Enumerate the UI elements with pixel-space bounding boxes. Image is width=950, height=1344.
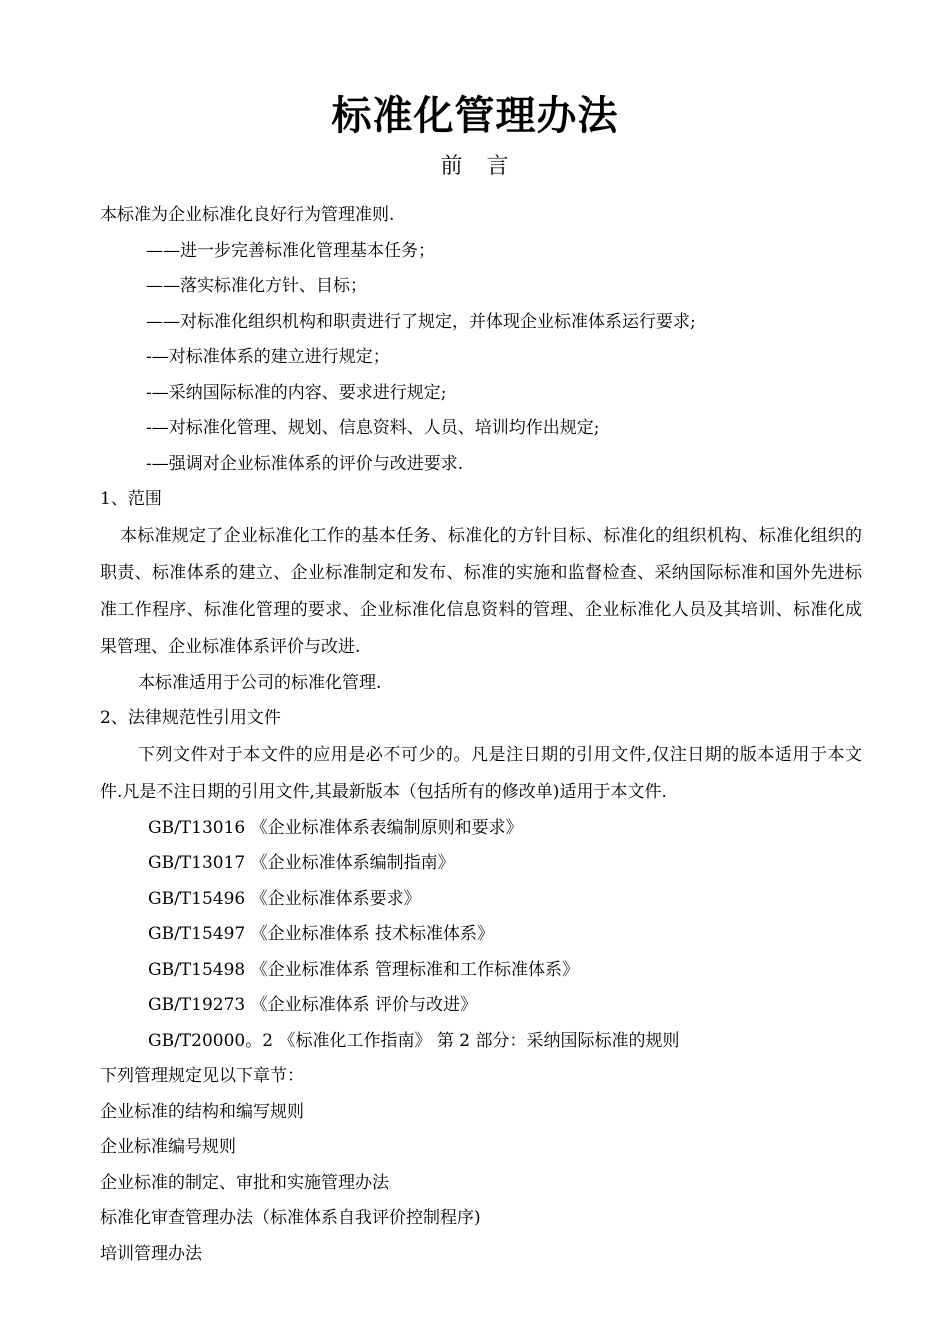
preface-bullet: -—对标准化管理、规划、信息资料、人员、培训均作出规定; bbox=[146, 418, 600, 438]
preface-bullet: ——进一步完善标准化管理基本任务； bbox=[146, 240, 435, 261]
reference-item: GB/T15497 《企业标准体系 技术标准体系》 bbox=[148, 924, 495, 944]
document-body bbox=[100, 198, 862, 1272]
chapter-item: 标准化审查管理办法（标准体系自我评价控制程序) bbox=[100, 1208, 481, 1228]
preface-heading: 前 言 bbox=[440, 154, 510, 179]
preface-bullet: ——落实标准化方针、目标； bbox=[146, 276, 367, 296]
preface-bullet: -—对标准体系的建立进行规定； bbox=[146, 347, 390, 367]
section-heading-scope: 1、范围 bbox=[100, 489, 162, 509]
preface-bullet: -—强调对企业标准体系的评价与改进要求. bbox=[146, 453, 464, 474]
document-title: 标准化管理办法 bbox=[331, 92, 619, 139]
chapter-item: 企业标准的结构和编写规则 bbox=[100, 1101, 304, 1122]
references-paragraph: 下列文件对于本文件的应用是必不可少的。凡是注日期的引用文件,仅注日期的版本适用于本文件.凡是不注日期的引用文件,其最新版本（包括所有的修改单)适用于本文件. bbox=[100, 744, 862, 802]
reference-item: GB/T15498 《企业标准体系 管理标准和工作标准体系》 bbox=[148, 959, 580, 980]
reference-item: GB/T13016 《企业标准体系表编制原则和要求》 bbox=[148, 817, 523, 838]
scope-applicability: 本标准适用于公司的标准化管理. bbox=[138, 672, 382, 693]
section-heading-references: 2、法律规范性引用文件 bbox=[100, 708, 281, 728]
reference-item: GB/T15496 《企业标准体系要求》 bbox=[148, 888, 421, 909]
chapter-item: 企业标准编号规则 bbox=[100, 1137, 236, 1157]
reference-item: GB/T20000。2 《标准化工作指南》 第 2 部分：采纳国际标准的规则 bbox=[148, 1030, 680, 1051]
chapter-item: 培训管理办法 bbox=[100, 1243, 202, 1264]
scope-paragraph: 本标准规定了企业标准化工作的基本任务、标准化的方针目标、标准化的组织机构、标准化组织的职责、标准体系的建立、企业标准制定和发布、标准的实施和监督检查、采纳国际标准和国外先进标准工作程序、标准化管理的要求、企业标准化信息资料的管理、企业标准化人员及其培训、标准化成果管理、企业标准体系评价与改进. bbox=[100, 525, 862, 657]
intro-line: 本标准为企业标准化良好行为管理准则. bbox=[100, 205, 395, 225]
preface-bullet: -—采纳国际标准的内容、要求进行规定; bbox=[146, 382, 447, 403]
reference-item: GB/T19273 《企业标准体系 评价与改进》 bbox=[148, 995, 478, 1015]
preface-bullet: ——对标准化组织机构和职责进行了规定，并体现企业标准体系运行要求; bbox=[146, 311, 696, 332]
chapters-intro: 下列管理规定见以下章节： bbox=[100, 1066, 304, 1086]
reference-item: GB/T13017 《企业标准体系编制指南》 bbox=[148, 853, 455, 873]
chapter-item: 企业标准的制定、审批和实施管理办法 bbox=[100, 1172, 389, 1193]
